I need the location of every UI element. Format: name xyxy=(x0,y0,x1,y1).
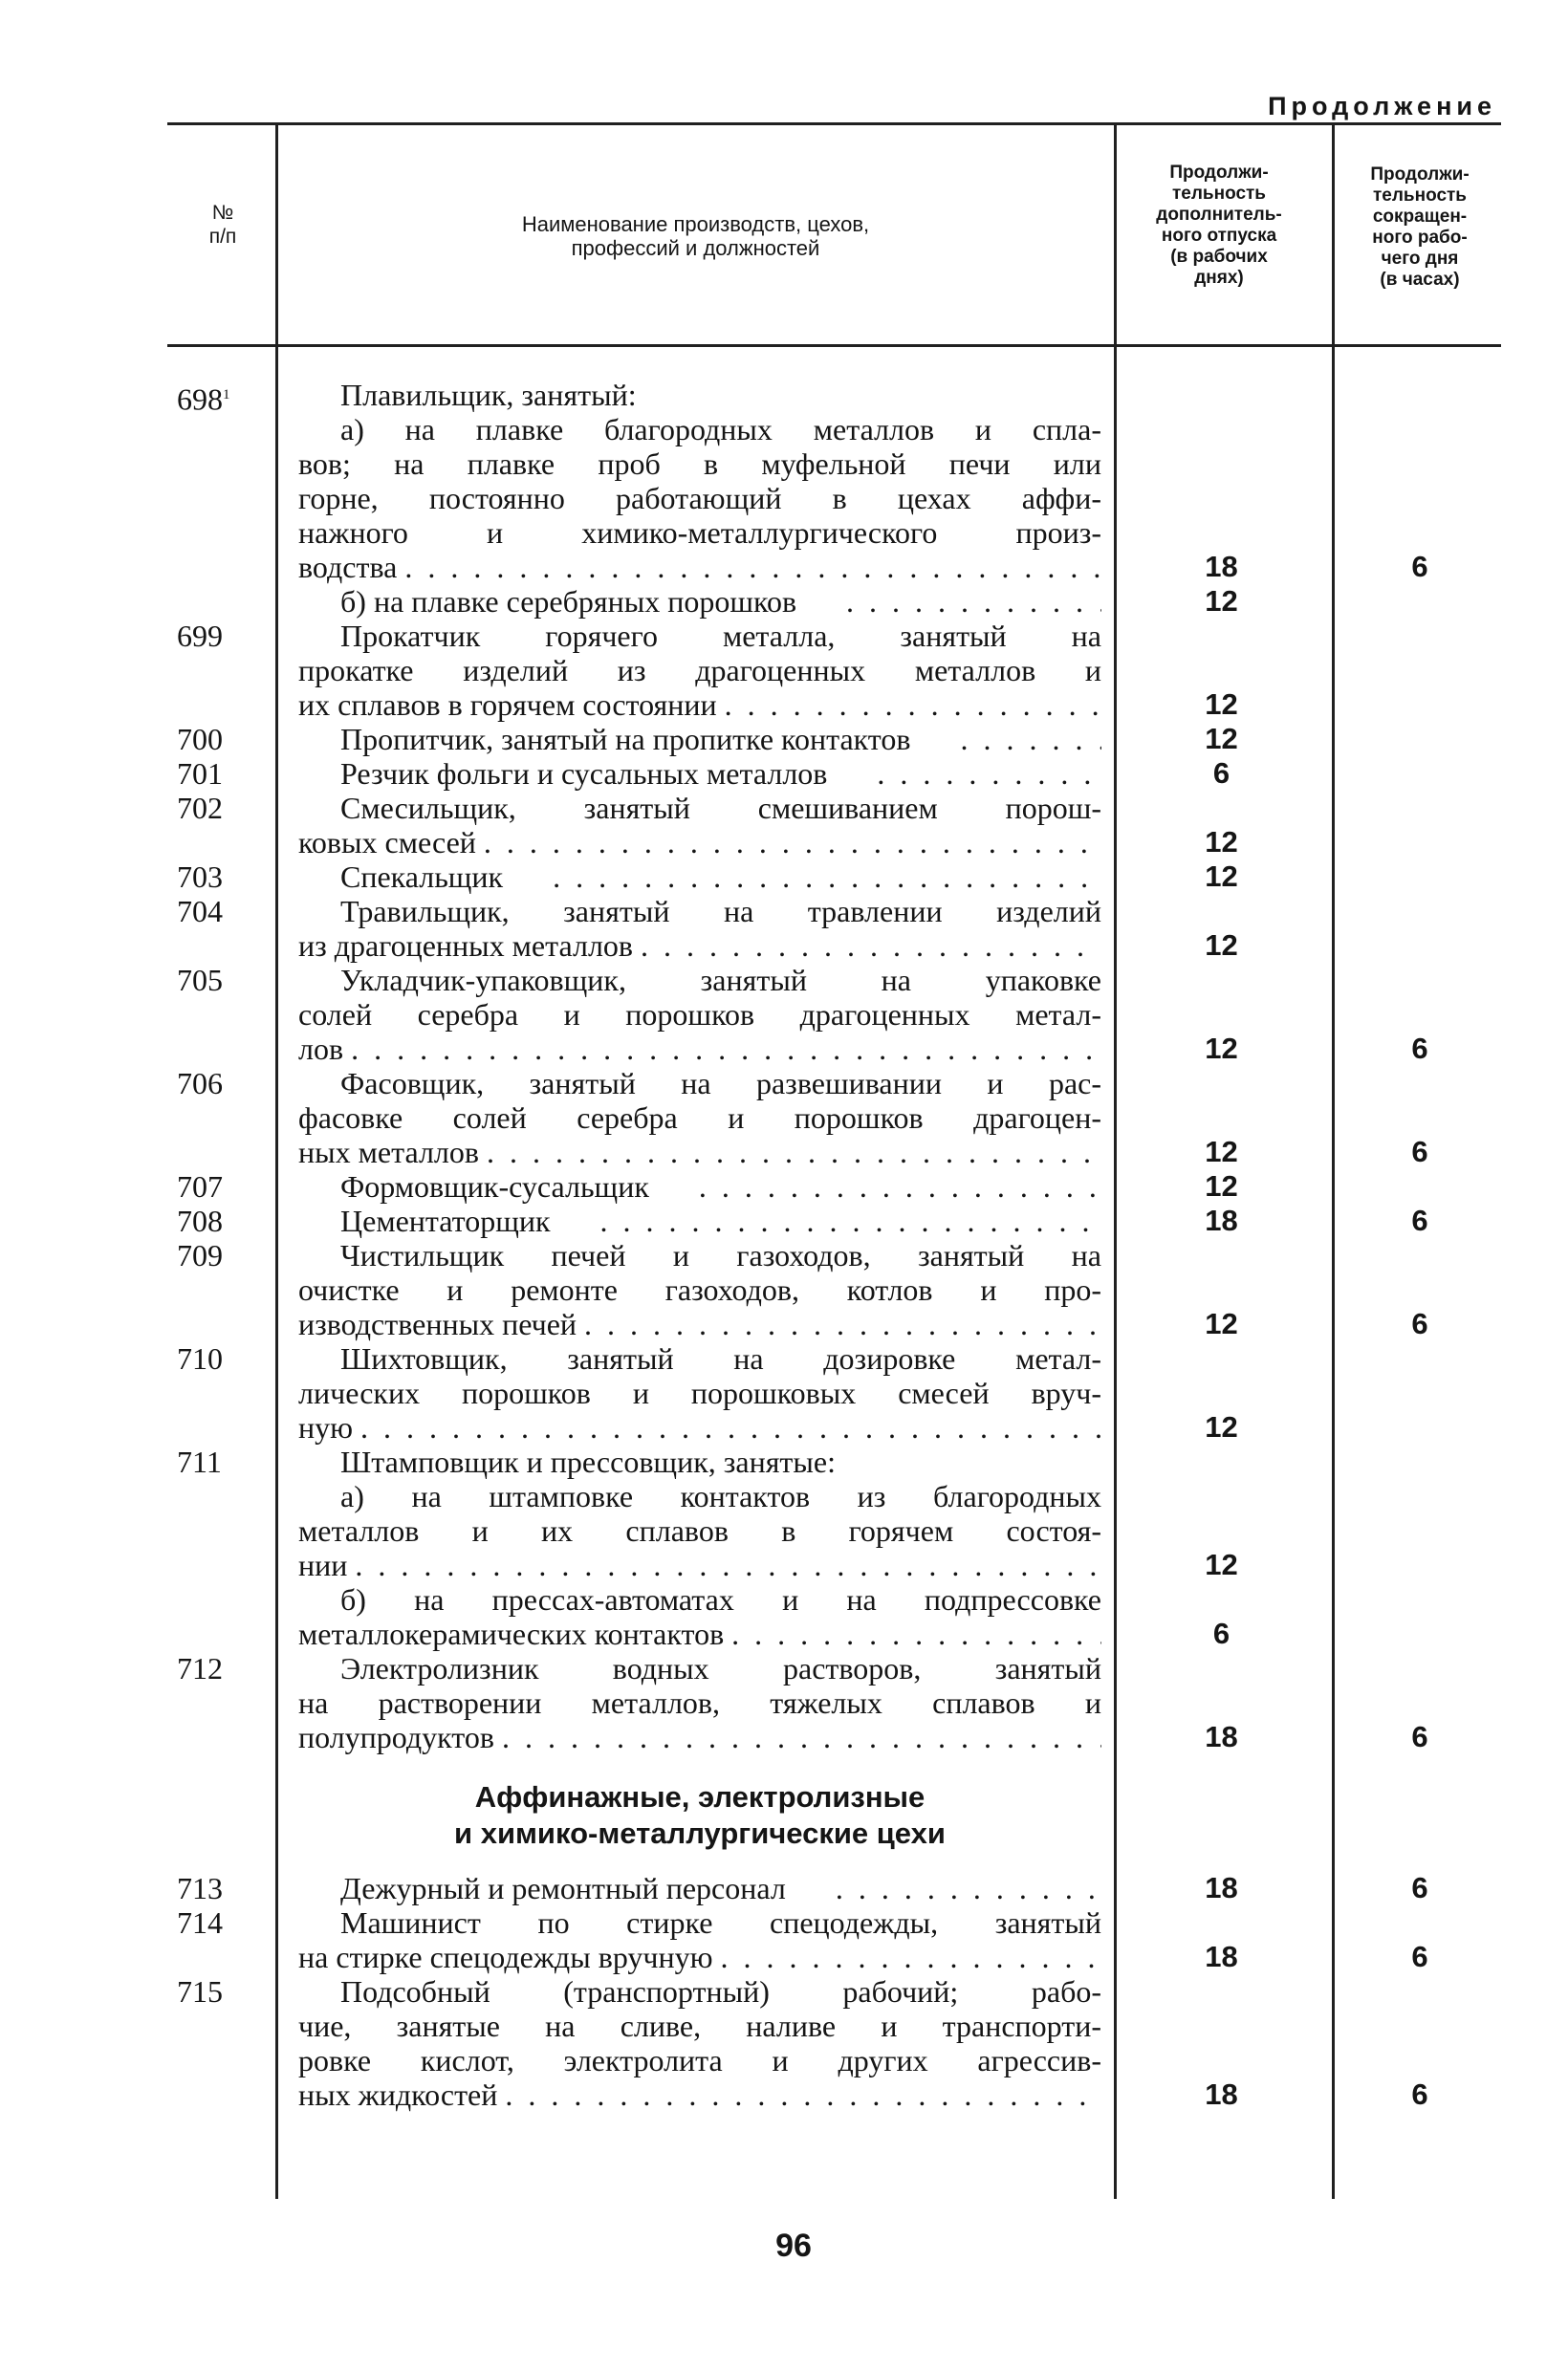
header-number-line: п/п xyxy=(208,226,237,248)
header-leave-line: дополнитель- xyxy=(1156,205,1282,225)
description-text: ную xyxy=(298,1410,354,1445)
description-line xyxy=(298,550,1101,584)
row-number-text: 707 xyxy=(177,1169,223,1204)
description-text: Спекальщик xyxy=(340,859,504,894)
short-day-hours: 6 xyxy=(1411,550,1428,583)
row-number-text: 703 xyxy=(177,859,223,894)
row-number xyxy=(177,963,272,997)
row-number xyxy=(177,894,272,928)
description-line: Прокатчик горячего металла, занятый на xyxy=(340,619,1101,653)
header-short-line: ного рабо- xyxy=(1372,228,1468,248)
row-description xyxy=(298,584,1101,619)
dot-leader xyxy=(503,859,1101,894)
dot-leader xyxy=(497,2077,1101,2112)
description-text: ных металлов xyxy=(298,1135,479,1169)
description-text: из драгоценных металлов xyxy=(298,928,634,963)
row-number xyxy=(177,1871,272,1905)
description-line: Подсобный (транспортный) рабочий; рабо- xyxy=(340,1974,1101,2009)
description-line xyxy=(298,687,1101,722)
description-line: Шихтовщик, занятый на дозировке метал- xyxy=(340,1341,1101,1376)
description-line: чие, занятые на сливе, наливе и транспорти- xyxy=(298,2009,1101,2043)
description-line: Машинист по стирке спецодежды, занятый xyxy=(340,1905,1101,1940)
description-text: ковых смесей xyxy=(298,825,476,859)
description-line: на растворении металлов, тяжелых сплавов и xyxy=(298,1686,1101,1720)
description-line: а) на штамповке контактов из благородных xyxy=(340,1479,1101,1513)
description-text: Резчик фольги и сусальных металлов xyxy=(340,756,828,791)
description-text: изводственных печей xyxy=(298,1307,577,1341)
row-description xyxy=(298,1204,1101,1238)
row-description xyxy=(298,791,1101,859)
table-row xyxy=(0,1238,1568,1341)
table-row xyxy=(0,1651,1568,1754)
row-description xyxy=(298,1341,1101,1445)
row-description xyxy=(298,859,1101,894)
extra-leave-days: 12 xyxy=(1205,584,1238,618)
table-row xyxy=(0,1974,1568,2112)
table-row xyxy=(0,1871,1568,1905)
extra-leave-days: 12 xyxy=(1205,1169,1238,1203)
extra-leave-days: 12 xyxy=(1205,1032,1238,1065)
row-number xyxy=(177,1445,272,1479)
short-day-hours: 6 xyxy=(1411,1940,1428,1973)
dot-leader xyxy=(713,1940,1101,1974)
dot-leader xyxy=(397,550,1101,584)
extra-leave-days: 18 xyxy=(1205,550,1238,583)
description-text: Цементаторщик xyxy=(340,1204,551,1238)
table-row xyxy=(0,791,1568,859)
extra-leave-days: 6 xyxy=(1212,1617,1230,1650)
dot-leader xyxy=(347,1548,1101,1582)
row-number xyxy=(177,1066,272,1100)
description-line: б) на прессах-автоматах и на подпрессовке xyxy=(340,1582,1101,1617)
row-number-text: 699 xyxy=(177,619,223,653)
row-number-text: 709 xyxy=(177,1238,223,1273)
description-text: водства xyxy=(298,550,398,584)
extra-leave-days: 12 xyxy=(1205,1135,1238,1168)
dot-leader xyxy=(649,1169,1101,1204)
header-name xyxy=(287,212,1104,260)
page-number: 96 xyxy=(775,2228,812,2264)
header-number-line: № xyxy=(211,202,234,224)
table-row xyxy=(0,859,1568,894)
row-number-text: 708 xyxy=(177,1204,223,1238)
table-row xyxy=(0,756,1568,791)
description-line: Фасовщик, занятый на развешивании и рас- xyxy=(340,1066,1101,1100)
header-leave-line: тельность xyxy=(1171,184,1266,204)
table-row xyxy=(0,963,1568,1066)
row-number-text: 702 xyxy=(177,791,223,825)
description-line: лических порошков и порошковых смесей вруч- xyxy=(298,1376,1101,1410)
row-description xyxy=(298,1651,1101,1754)
row-number xyxy=(177,722,272,756)
description-line xyxy=(298,584,1101,619)
description-line xyxy=(298,1617,1101,1651)
description-line: нажного и химико-металлургического произ- xyxy=(298,515,1101,550)
row-description xyxy=(298,412,1101,584)
description-line: Электролизник водных растворов, занятый xyxy=(340,1651,1101,1686)
header-bottom-rule xyxy=(167,344,1501,347)
description-line: Смесильщик, занятый смешиванием порош- xyxy=(340,791,1101,825)
description-text: б) на плавке серебряных порошков xyxy=(340,584,797,619)
row-description xyxy=(298,1582,1101,1651)
description-line xyxy=(298,859,1101,894)
continuation-label: Продолжение xyxy=(1268,92,1496,120)
table-top-rule xyxy=(167,122,1501,125)
row-number xyxy=(177,1238,272,1273)
table-row xyxy=(0,619,1568,722)
short-day-hours: 6 xyxy=(1411,1871,1428,1904)
extra-leave-days: 12 xyxy=(1205,1307,1238,1340)
table-row xyxy=(0,1169,1568,1204)
table-row xyxy=(0,1066,1568,1169)
row-number xyxy=(177,756,272,791)
row-description xyxy=(298,1974,1101,2112)
header-short-line: тельность xyxy=(1372,185,1467,206)
description-line xyxy=(298,928,1101,963)
header-short-line: (в часах) xyxy=(1380,270,1460,290)
table-row xyxy=(0,1479,1568,1582)
description-text: лов xyxy=(298,1032,344,1066)
description-line: Штамповщик и прессовщик, занятые: xyxy=(340,1445,836,1479)
row-number xyxy=(177,1651,272,1686)
table-row xyxy=(0,1445,1568,1479)
row-number xyxy=(177,378,272,417)
description-line: горне, постоянно работающий в цехах аффи- xyxy=(298,481,1101,515)
description-line xyxy=(298,1032,1101,1066)
description-text: Пропитчик, занятый на пропитке контактов xyxy=(340,722,911,756)
row-number-text: 701 xyxy=(177,756,223,791)
header-leave-line: (в рабочих xyxy=(1170,247,1268,267)
extra-leave-days: 12 xyxy=(1205,1548,1238,1581)
table-row xyxy=(0,722,1568,756)
dot-leader xyxy=(724,1617,1101,1651)
header-leave-line: Продолжи- xyxy=(1169,163,1269,183)
description-line xyxy=(298,1548,1101,1582)
extra-leave-days: 18 xyxy=(1205,1871,1238,1904)
table-row xyxy=(0,584,1568,619)
row-number-text: 714 xyxy=(177,1905,223,1940)
dot-leader xyxy=(476,825,1101,859)
dot-leader xyxy=(479,1135,1101,1169)
description-line xyxy=(298,1307,1101,1341)
header-short-line: чего дня xyxy=(1381,249,1459,269)
row-description xyxy=(298,963,1101,1066)
description-line: прокатке изделий из драгоценных металлов и xyxy=(298,653,1101,687)
description-line: Чистильщик печей и газоходов, занятый на xyxy=(340,1238,1101,1273)
row-description xyxy=(298,1905,1101,1974)
dot-leader xyxy=(796,584,1101,619)
description-line: металлов и их сплавов в горячем состоя- xyxy=(298,1513,1101,1548)
description-line xyxy=(298,1204,1101,1238)
header-name-line: Наименование производств, цехов, xyxy=(521,212,870,236)
row-number-text: 698 xyxy=(177,381,223,417)
table-row xyxy=(0,894,1568,963)
header-short-day xyxy=(1339,164,1501,291)
description-text: Формовщик-сусальщик xyxy=(340,1169,649,1204)
short-day-hours: 6 xyxy=(1411,1135,1428,1168)
row-number-text: 712 xyxy=(177,1651,223,1686)
extra-leave-days: 18 xyxy=(1205,1720,1238,1753)
description-line: очистке и ремонте газоходов, котлов и про- xyxy=(298,1273,1101,1307)
short-day-hours: 6 xyxy=(1411,2077,1428,2111)
table-row xyxy=(0,1905,1568,1974)
description-text: их сплавов в горячем состоянии xyxy=(298,687,717,722)
row-number-text: 711 xyxy=(177,1445,222,1479)
row-description xyxy=(298,722,1101,756)
row-number-text: 710 xyxy=(177,1341,223,1376)
description-line xyxy=(298,1410,1101,1445)
header-leave-line: ного отпуска xyxy=(1161,226,1277,246)
description-line: Травильщик, занятый на травлении изделий xyxy=(340,894,1101,928)
row-description xyxy=(298,1445,1101,1479)
header-leave-line: днях) xyxy=(1194,268,1244,288)
table-body xyxy=(0,378,1568,2112)
table-row xyxy=(0,1204,1568,1238)
row-description xyxy=(298,378,1101,412)
description-line xyxy=(298,2077,1101,2112)
extra-leave-days: 12 xyxy=(1205,687,1238,721)
row-number xyxy=(177,1169,272,1204)
short-day-hours: 6 xyxy=(1411,1204,1428,1237)
dot-leader xyxy=(827,756,1101,791)
row-number-text: 713 xyxy=(177,1871,223,1905)
row-number xyxy=(177,791,272,825)
dot-leader xyxy=(910,722,1101,756)
description-text: металлокерамических контактов xyxy=(298,1617,725,1651)
section-heading-line: Аффинажные, электролизные xyxy=(474,1780,926,1814)
extra-leave-days: 12 xyxy=(1205,825,1238,859)
row-number xyxy=(177,1905,272,1940)
section-heading-line: и химико-металлургические цехи xyxy=(454,1816,946,1850)
row-description xyxy=(298,1871,1101,1905)
row-number xyxy=(177,859,272,894)
table-row xyxy=(0,378,1568,417)
dot-leader xyxy=(551,1204,1101,1238)
extra-leave-days: 12 xyxy=(1205,722,1238,755)
row-number xyxy=(177,1341,272,1376)
extra-leave-days: 12 xyxy=(1205,859,1238,893)
description-line xyxy=(298,756,1101,791)
section-heading xyxy=(298,1754,1101,1871)
header-short-line: Продолжи- xyxy=(1370,164,1470,185)
dot-leader xyxy=(494,1720,1101,1754)
description-text: Дежурный и ремонтный персонал xyxy=(340,1871,786,1905)
description-text: на стирке спецодежды вручную xyxy=(298,1940,713,1974)
row-number-text: 705 xyxy=(177,963,223,997)
row-number xyxy=(177,1204,272,1238)
description-text: ных жидкостей xyxy=(298,2077,498,2112)
row-number-text: 704 xyxy=(177,894,223,928)
row-number-text: 706 xyxy=(177,1066,223,1100)
row-description xyxy=(298,894,1101,963)
dot-leader xyxy=(353,1410,1101,1445)
short-day-hours: 6 xyxy=(1411,1720,1428,1753)
row-description xyxy=(298,1066,1101,1169)
description-line xyxy=(298,1169,1101,1204)
row-description xyxy=(298,1169,1101,1204)
header-name-line: профессий и должностей xyxy=(571,236,820,260)
dot-leader xyxy=(343,1032,1101,1066)
row-number-footnote: 1 xyxy=(223,387,230,402)
table-row xyxy=(0,1582,1568,1651)
short-day-hours: 6 xyxy=(1411,1032,1428,1065)
header-number xyxy=(170,201,275,249)
row-number-text: 700 xyxy=(177,722,223,756)
dot-leader xyxy=(577,1307,1101,1341)
description-line: фасовке солей серебра и порошков драгоцен- xyxy=(298,1100,1101,1135)
description-line: Плавильщик, занятый: xyxy=(340,378,637,412)
description-line: ровке кислот, электролита и других агрессив- xyxy=(298,2043,1101,2077)
description-line: Укладчик-упаковщик, занятый на упаковке xyxy=(340,963,1101,997)
description-line xyxy=(298,1871,1101,1905)
table-row xyxy=(0,1341,1568,1445)
table-row xyxy=(0,412,1568,584)
row-number xyxy=(177,1974,272,2009)
description-text: полупродуктов xyxy=(298,1720,494,1754)
row-description xyxy=(298,619,1101,722)
extra-leave-days: 18 xyxy=(1205,1940,1238,1973)
extra-leave-days: 12 xyxy=(1205,1410,1238,1444)
dot-leader xyxy=(717,687,1101,722)
short-day-hours: 6 xyxy=(1411,1307,1428,1340)
row-number-text: 715 xyxy=(177,1974,223,2009)
extra-leave-days: 12 xyxy=(1205,928,1238,962)
row-description xyxy=(298,1479,1101,1582)
description-text: нии xyxy=(298,1548,348,1582)
description-line: солей серебра и порошков драгоценных метал- xyxy=(298,997,1101,1032)
header-extra-leave xyxy=(1119,163,1319,289)
description-line xyxy=(298,825,1101,859)
row-description xyxy=(298,756,1101,791)
description-line: а) на плавке благородных металлов и спла- xyxy=(340,412,1101,446)
extra-leave-days: 6 xyxy=(1212,756,1230,790)
header-short-line: сокращен- xyxy=(1372,207,1468,227)
dot-leader xyxy=(786,1871,1101,1905)
row-description xyxy=(298,1238,1101,1341)
description-line xyxy=(298,1940,1101,1974)
description-line xyxy=(298,1135,1101,1169)
description-line xyxy=(298,1720,1101,1754)
extra-leave-days: 18 xyxy=(1205,1204,1238,1237)
description-line: вов; на плавке проб в муфельной печи или xyxy=(298,446,1101,481)
description-line xyxy=(298,722,1101,756)
row-number xyxy=(177,619,272,653)
extra-leave-days: 18 xyxy=(1205,2077,1238,2111)
dot-leader xyxy=(633,928,1101,963)
